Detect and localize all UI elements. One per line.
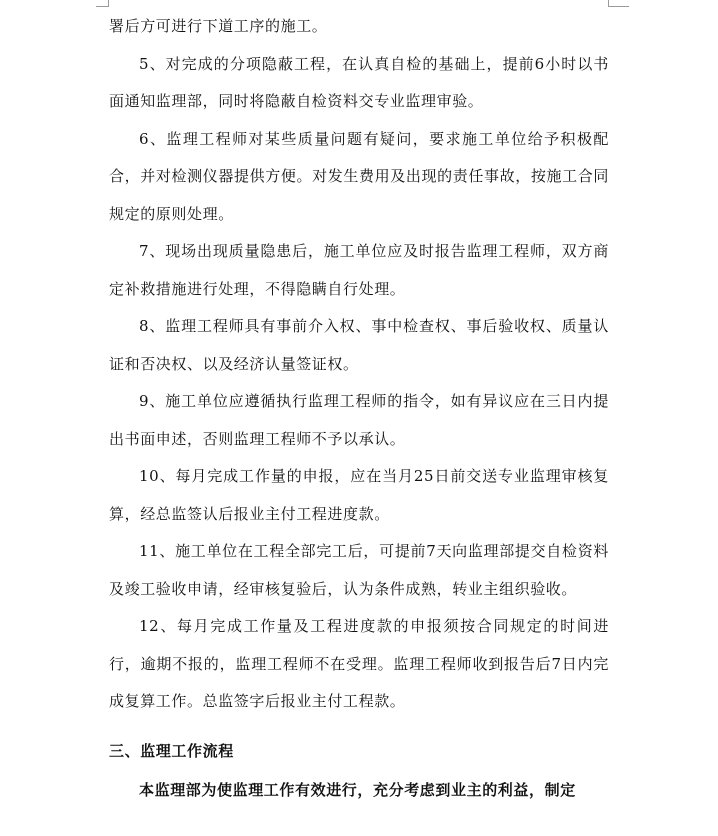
paragraph-continuation: 署后方可进行下道工序的施工。 bbox=[109, 17, 328, 35]
document-body bbox=[109, 8, 609, 810]
crop-mark-top-right bbox=[608, 0, 629, 7]
paragraph-item-7: 7、现场出现质量隐患后，施工单位应及时报告监理工程师，双方商定补救措施进行处理，不得隐瞒自行处理。 bbox=[109, 242, 609, 298]
paragraph-item-10: 10、每月完成工作量的申报，应在当月25日前交送专业监理审核复算，经总监签认后报业主付工程进度款。 bbox=[109, 467, 609, 523]
paragraph-item-5: 5、对完成的分项隐蔽工程，在认真自检的基础上，提前6小时以书面通知监理部，同时将隐蔽自检资料交专业监理审验。 bbox=[109, 54, 609, 110]
paragraph-item-9: 9、施工单位应遵循执行监理工程师的指令，如有异议应在三日内提出书面申述，否则监理工程师不予以承认。 bbox=[109, 392, 609, 448]
section-heading: 三、监理工作流程 bbox=[109, 741, 234, 760]
paragraph-item-11: 11、施工单位在工程全部完工后，可提前7天向监理部提交自检资料及竣工验收申请，经审核复验后，认为条件成熟，转业主组织验收。 bbox=[109, 542, 609, 598]
paragraph-item-12: 12、每月完成工作量及工程进度款的申报须按合同规定的时间进行，逾期不报的，监理工程师不在受理。监理工程师收到报告后7日内完成复算工作。总监签字后报业主付工程款。 bbox=[109, 617, 609, 710]
paragraph-item-6: 6、监理工程师对某些质量问题有疑问，要求施工单位给予积极配合，并对检测仪器提供方便。对发生费用及出现的责任事故，按施工合同规定的原则处理。 bbox=[109, 129, 609, 223]
section-intro-paragraph: 本监理部为使监理工作有效进行，充分考虑到业主的利益，制定 bbox=[139, 781, 576, 799]
paragraph-item-8: 8、监理工程师具有事前介入权、事中检查权、事后验收权、质量认证和否决权、以及经济认量签证权。 bbox=[109, 317, 609, 373]
crop-mark-top-left bbox=[96, 0, 109, 7]
